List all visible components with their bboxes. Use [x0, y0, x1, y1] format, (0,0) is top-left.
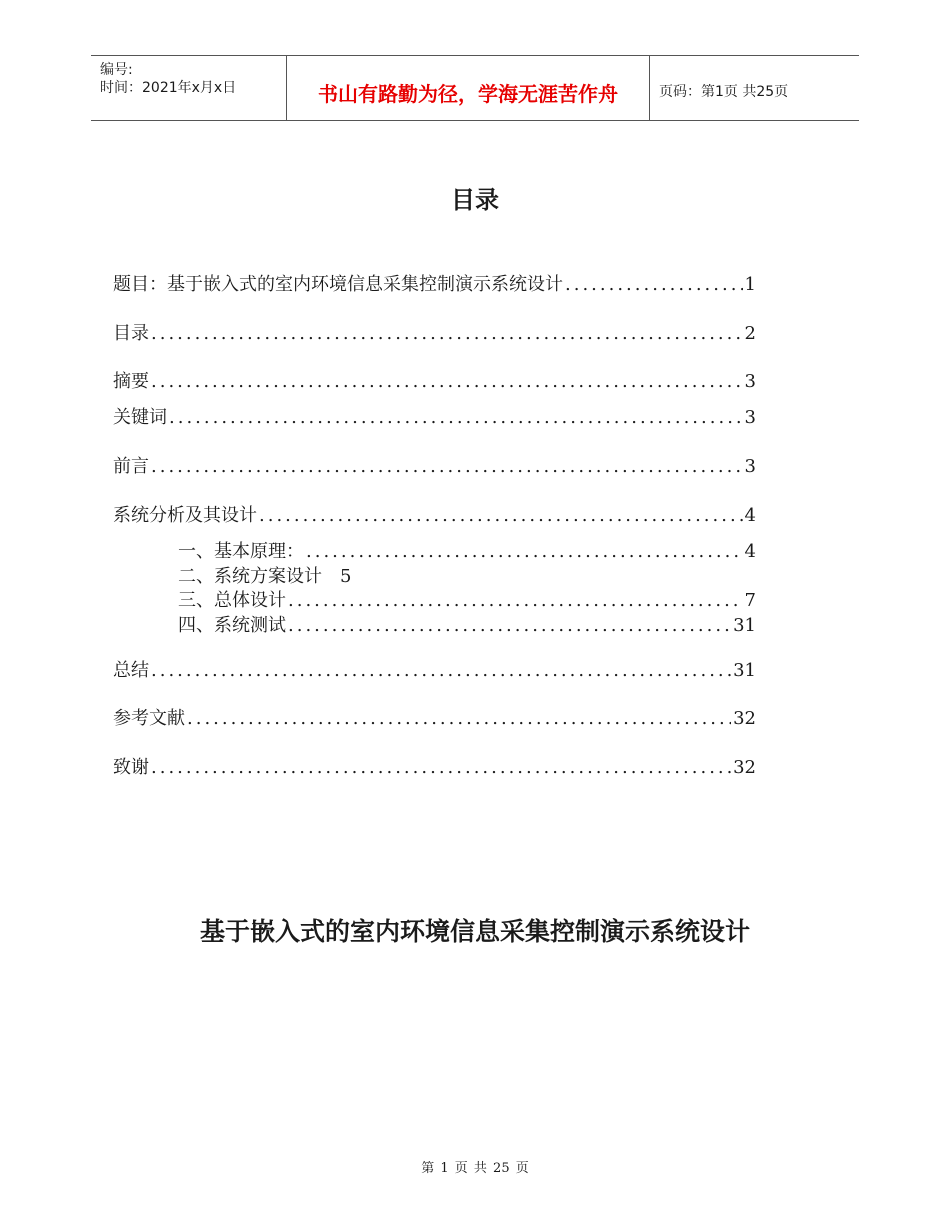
toc-entry-page: 5 — [340, 566, 352, 587]
header-info-cell — [91, 56, 287, 120]
toc-entry-label: 四、系统测试 — [178, 615, 286, 636]
toc-entry-page: 31 — [733, 660, 756, 681]
toc-entry-label: 参考文献 — [113, 708, 185, 729]
toc-entry-label: 三、总体设计 — [178, 590, 286, 611]
toc-entry-scheme-design[interactable] — [178, 566, 756, 588]
toc-entry-overall-design[interactable] — [178, 590, 756, 612]
toc-entry-system-analysis[interactable] — [113, 505, 756, 527]
toc-leader — [288, 615, 731, 637]
toc-entry-page: 32 — [733, 708, 756, 729]
toc-leader — [151, 371, 743, 393]
toc-entry-label: 一、基本原理： — [178, 541, 304, 562]
toc-leader — [151, 323, 743, 345]
toc-leader — [187, 708, 731, 730]
document-title: 基于嵌入式的室内环境信息采集控制演示系统设计 — [199, 917, 750, 946]
toc-entry-preface[interactable] — [113, 456, 756, 478]
toc-entry-label: 题目：基于嵌入式的室内环境信息采集控制演示系统设计 — [113, 274, 563, 295]
header-page-cell — [650, 56, 859, 120]
toc-entry-keywords[interactable] — [113, 407, 756, 429]
toc-leader — [151, 456, 743, 478]
toc-entry-acknowledgements[interactable] — [113, 757, 756, 779]
toc-leader — [288, 590, 743, 612]
toc-entry-label: 目录 — [113, 323, 149, 344]
number-label: 编号: — [100, 62, 133, 78]
toc-entry-page: 31 — [733, 615, 756, 636]
toc-entry-page: 3 — [744, 371, 756, 392]
header-motto-cell — [287, 56, 650, 120]
toc-leader — [306, 541, 743, 563]
toc-entry-references[interactable] — [113, 708, 756, 730]
toc-entry-page: 3 — [744, 407, 756, 428]
toc-entry-label: 二、系统方案设计 — [178, 566, 322, 587]
page-header — [91, 55, 859, 121]
header-motto: 书山有路勤为径，学海无涯苦作舟 — [318, 82, 618, 106]
toc-entry-abstract[interactable] — [113, 371, 756, 393]
toc-entry-contents[interactable] — [113, 323, 756, 345]
toc-entry-page: 3 — [744, 456, 756, 477]
toc-entry-label: 系统分析及其设计 — [113, 505, 257, 526]
toc-entry-label: 关键词 — [113, 407, 167, 428]
toc-leader — [169, 407, 743, 429]
toc-entry-basic-principle[interactable] — [178, 541, 756, 563]
toc-entry-summary[interactable] — [113, 660, 756, 682]
toc-entry-page: 2 — [744, 323, 756, 344]
toc-leader — [259, 505, 743, 527]
toc-leader — [151, 660, 731, 682]
toc-entry-page: 4 — [744, 541, 756, 562]
toc-entry-label: 总结 — [113, 660, 149, 681]
toc-entry-label: 摘要 — [113, 371, 149, 392]
toc-entry-topic[interactable] — [113, 274, 756, 296]
toc-entry-label: 前言 — [113, 456, 149, 477]
toc-entry-label: 致谢 — [113, 757, 149, 778]
date-label: 时间：2021年x月x日 — [100, 80, 237, 96]
toc-entry-page: 32 — [733, 757, 756, 778]
page-footer: 第 1 页 共 25 页 — [421, 1161, 529, 1176]
toc-entry-page: 7 — [744, 590, 756, 611]
toc-entry-page: 1 — [744, 274, 756, 295]
toc-leader — [151, 757, 731, 779]
toc-entry-page: 4 — [744, 505, 756, 526]
header-page-code: 页码：第1页 共25页 — [659, 84, 789, 100]
toc-entry-system-test[interactable] — [178, 615, 756, 637]
toc-leader — [565, 274, 743, 296]
toc-title: 目录 — [451, 186, 499, 214]
